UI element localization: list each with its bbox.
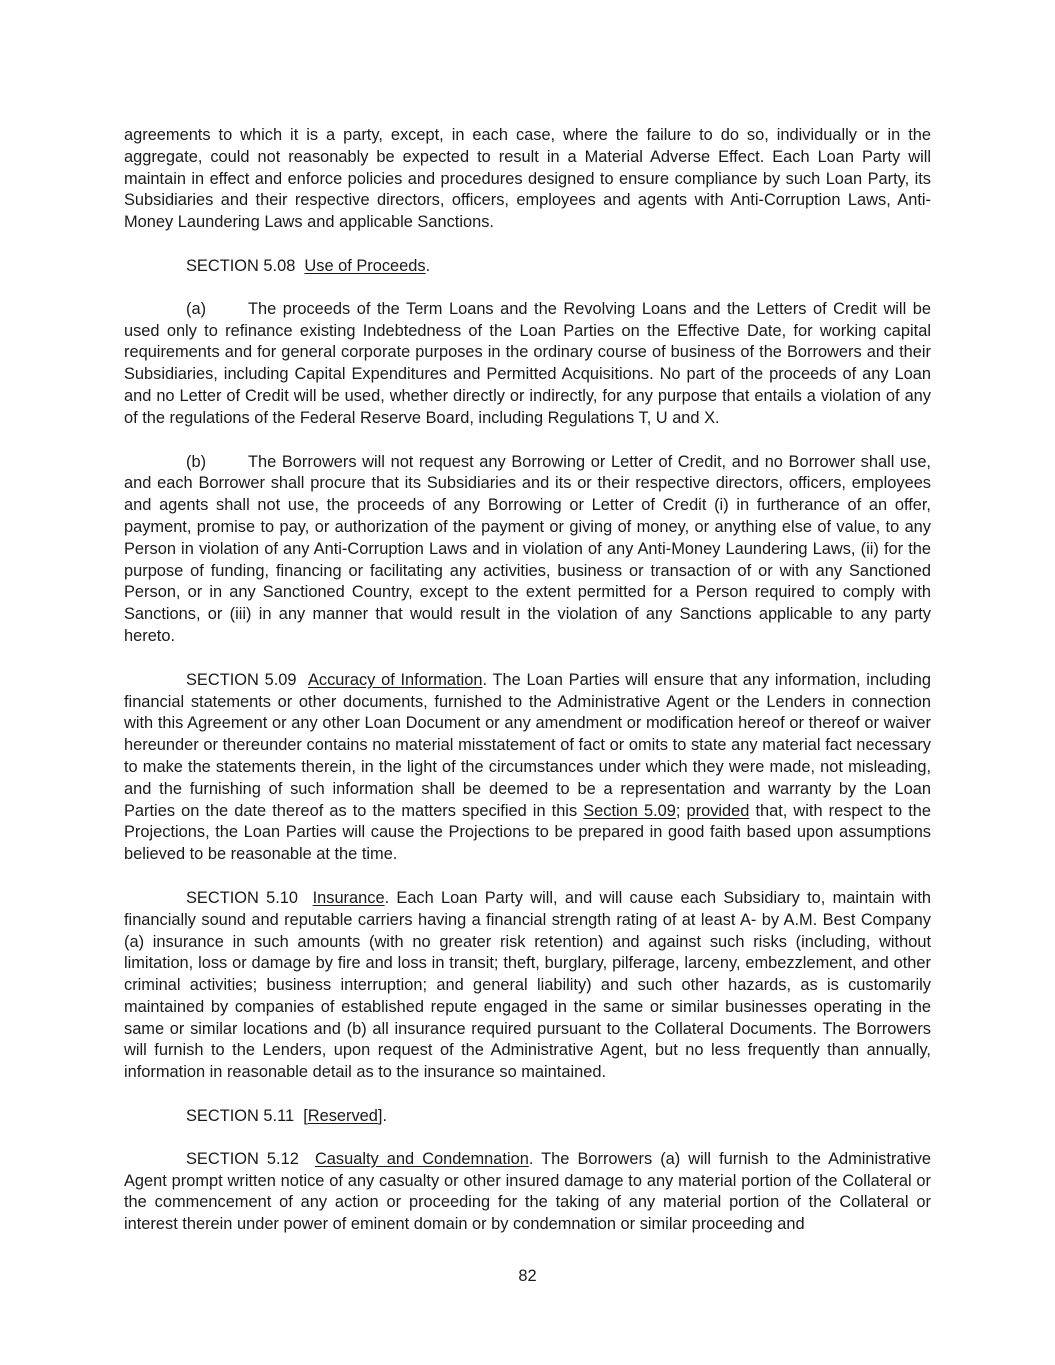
section-number: SECTION 5.08 — [186, 256, 296, 275]
section-number: SECTION 5.12 — [186, 1149, 299, 1168]
section-number: SECTION 5.10 — [186, 888, 299, 907]
clause-text: The proceeds of the Term Loans and the Revolving Loans and the Letters of Credit will be used only to refinance existing Indebtedness of the Loan Parties on the Effective Date, for working capital requirements and for general corporate purposes in the ordinary course of business of the Borrowers and their Subsidiaries, including Capital Expenditures and Permitted Acquisitions. No part of the proceeds of any Loan and no Letter of Credit will be used, whether directly or indirectly, for any purpose that entails a violation of any of the regulations of the Federal Reserve Board, including Regulations T, U and X. — [124, 299, 931, 427]
title-punctuation: . — [425, 256, 431, 275]
section-number: SECTION 5.11 — [186, 1107, 295, 1126]
section-5-08-a — [124, 299, 931, 430]
section-5-09 — [124, 670, 931, 866]
clause-label: (a) — [186, 299, 207, 318]
section-5-11 — [124, 1106, 931, 1128]
bracket-close: ]. — [377, 1107, 388, 1126]
clause-text: The Borrowers will not request any Borrowing or Letter of Credit, and no Borrower shall use, and each Borrower shall procure that its Subsidiaries and its or their respective directors, officers, employees and agents shall not use, the proceeds of any Borrowing or Letter of Credit (i) in furtherance of an offer, payment, promise to pay, or authorization of the payment or giving of money, or anything else of value, to any Person in violation of any Anti-Corruption Laws and in violation of any Anti-Money Laundering Laws, (ii) for the purpose of funding, financing or facilitating any activities, business or transaction of or with any Sanctioned Person, or in any Sanctioned Country, except to the extent permitted for a Person required to comply with Sanctions, or (iii) in any manner that would result in the violation of any Sanctions applicable to any party hereto. — [124, 452, 931, 645]
section-5-12 — [124, 1149, 931, 1236]
section-text: . The Borrowers (a) will furnish to the Administrative Agent prompt written notice of any casualty or other insured damage to any material portion of the Collateral or the commencement of any action or proceeding for the taking of any material portion of the Collateral or interest therein under power of eminent domain or by condemnation or similar proceeding and — [124, 1149, 932, 1234]
section-5-08-heading — [124, 256, 931, 278]
section-5-08-b — [124, 452, 931, 648]
section-text: . The Loan Parties will ensure that any information, including financial statements or other documents, furnished to the Administrative Agent or the Lenders in connection with this Agreement or any other Loan Document or any amendment or modification hereof or thereof or waiver hereunder or thereunder contains no material misstatement of fact or omits to state any material fact necessary to make the statements therein, in the light of the circumstances under which they were made, not misleading, and the furnishing of such information shall be deemed to be a representation and warranty by the Loan Parties on the date thereof as to the matters specified in this — [124, 670, 931, 820]
intro-paragraph: agreements to which it is a party, except, in each case, where the failure to do so, individually or in the aggregate, could not reasonably be expected to result in a Material Adverse Effect. Each Loan Party will maintain in effect and enforce policies and procedures designed to ensure compliance by such Loan Party, its Subsidiaries and their respective directors, officers, employees and agents with Anti-Corruption Laws, Anti-Money Laundering Laws and applicable Sanctions. — [124, 126, 931, 232]
page-number: 82 — [518, 1267, 537, 1285]
section-text: . Each Loan Party will, and will cause each Subsidiary to, maintain with financially sound and reputable carriers having a financial strength rating of at least A- by A.M. Best Company (a) insurance in such amounts (with no greater risk retention) and against such risks (including, without limitation, loss or damage by fire and loss in transit; theft, burglary, pilferage, larceny, embezzlement, and other criminal activities; business interruption; and general liability) and such other hazards, as is customarily maintained by companies of established repute engaged in the same or similar businesses operating in the same or similar locations and (b) all insurance required pursuant to the Collateral Documents. The Borrowers will furnish to the Lenders, upon request of the Administrative Agent, but no less frequently than annually, information in reasonable detail as to the insurance so maintained. — [124, 888, 931, 1082]
section-title: Casualty and Condemnation — [314, 1149, 529, 1168]
section-text: ; — [675, 801, 687, 820]
section-title: Insurance — [312, 888, 385, 907]
section-number: SECTION 5.09 — [186, 670, 297, 689]
bracket-open: [ — [303, 1107, 308, 1126]
section-5-10 — [124, 888, 931, 1084]
page-body — [124, 125, 931, 1258]
proviso-term: provided — [686, 801, 750, 820]
section-title: Accuracy of Information — [307, 670, 483, 689]
section-title: Use of Proceeds — [304, 256, 426, 275]
clause-label: (b) — [186, 452, 207, 471]
section-text: that, with respect to the Projections, the Loan Parties will cause the Projections to be prepared in good faith based upon assumptions believed to be reasonable at the time. — [124, 801, 932, 864]
section-title: Reserved — [307, 1107, 378, 1126]
section-reference: Section 5.09 — [583, 801, 676, 820]
